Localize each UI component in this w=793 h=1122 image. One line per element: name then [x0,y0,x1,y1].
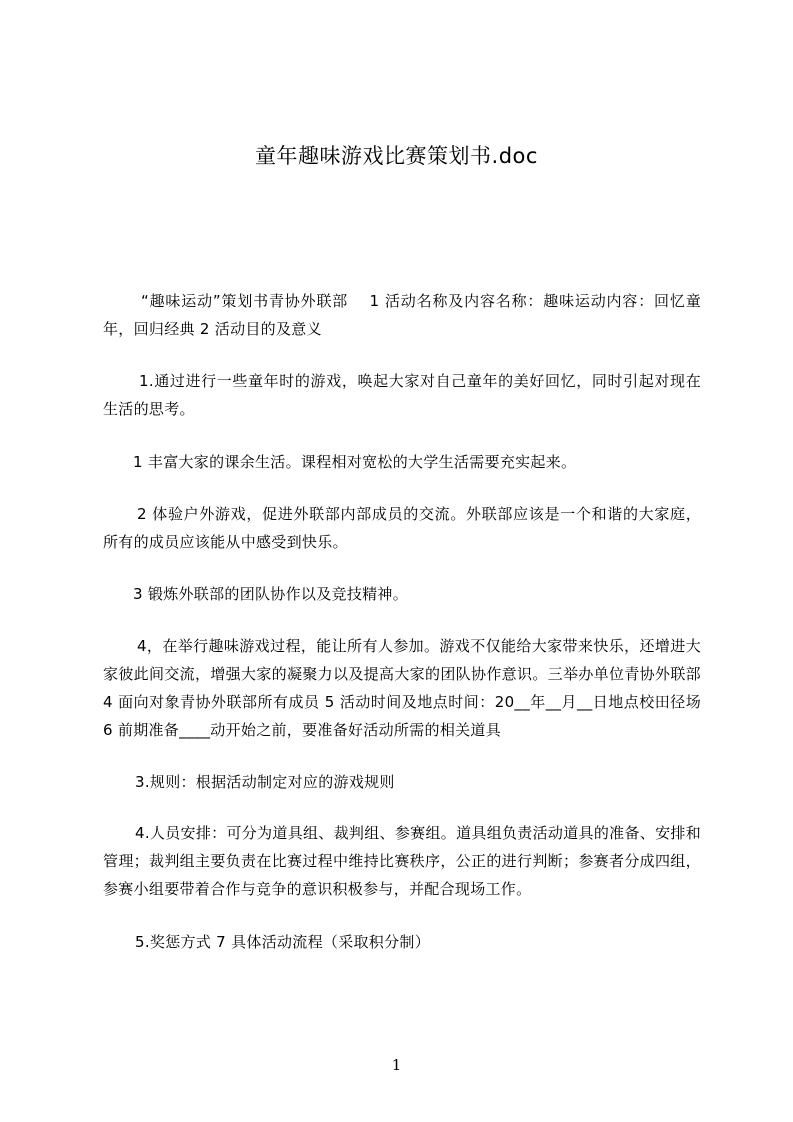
paragraph-purpose-1: 1.通过进行一些童年时的游戏，唤起大家对自己童年的美好回忆，同时引起对现在生活的思考。 [103,372,701,418]
paragraph-rules: 3.规则：根据活动制定对应的游戏规则 [135,773,395,791]
paragraph-enrich-life: 1 丰富大家的课余生活。课程相对宽松的大学生活需要充实起来。 [133,453,577,471]
paragraph-rewards: 5.奖惩方式 7 具体活动流程（采取积分制） [135,933,430,951]
paragraph-teamwork: 3 锻炼外联部的团队协作以及竞技精神。 [133,585,409,603]
document-title: 童年趣味游戏比赛策划书.doc [255,144,538,168]
page-number: 1 [391,1056,402,1074]
paragraph-intro: “趣味运动”策划书青协外联部 1 活动名称及内容名称：趣味运动内容：回忆童年，回归经典 2 活动目的及意义 [103,292,701,338]
paragraph-staffing: 4.人员安排：可分为道具组、裁判组、参赛组。道具组负责活动道具的准备、安排和管理；裁判组主要负责在比赛过程中维持比赛秩序，公正的进行判断；参赛者分成四组，参赛小组要带着合作与竞争的意识积极参与，并配合现场工作。 [103,824,701,898]
paragraph-participation: 4，在举行趣味游戏过程，能让所有人参加。游戏不仅能给大家带来快乐，还增进大家彼此间交流，增强大家的凝聚力以及提高大家的团队协作意识。三举办单位青协外联部 4 面向对象青协外联部所有成员 5 活动时间及地点时间：20__年__月__日地点校田径场 6 前期准备____动开始之前，要准备好活动所需的相关道具 [103,637,701,739]
paragraph-outdoor-games: 2 体验户外游戏，促进外联部内部成员的交流。外联部应该是一个和谐的大家庭，所有的成员应该能从中感受到快乐。 [103,505,701,551]
